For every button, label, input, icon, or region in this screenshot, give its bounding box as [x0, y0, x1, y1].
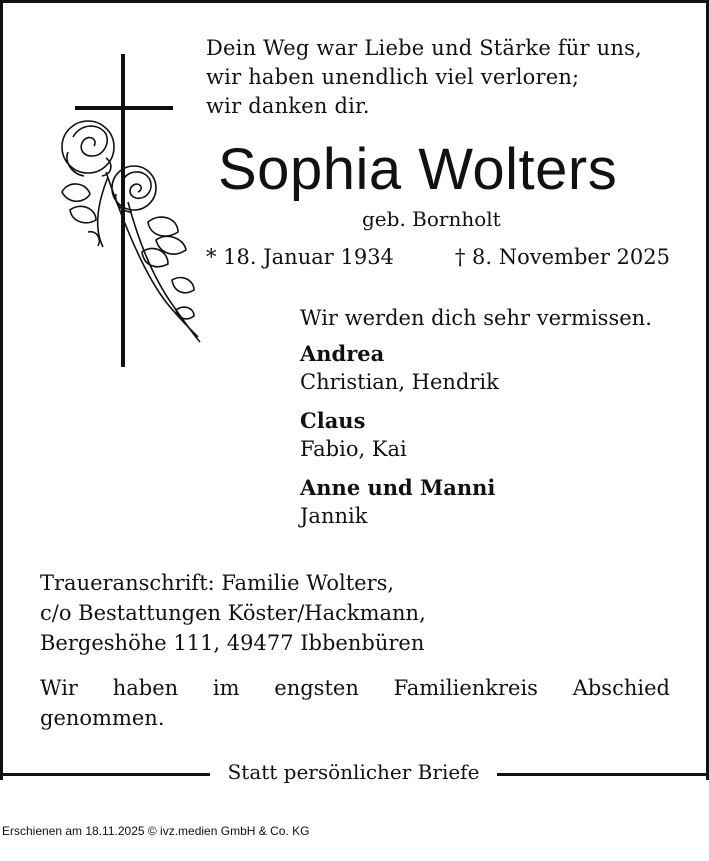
mourners	[300, 303, 652, 531]
life-dates	[206, 243, 670, 271]
address-line: c/o Bestattungen Köster/Hackmann,	[40, 601, 426, 625]
bottom-rule-left	[0, 773, 210, 776]
farewell-word: Familienkreis	[393, 676, 538, 700]
motto	[206, 34, 642, 121]
motto-line: Dein Weg war Liebe und Stärke für uns,	[206, 36, 642, 60]
mourner-group-name: Claus	[300, 408, 366, 433]
farewell-word: Wir	[40, 676, 78, 700]
farewell-text	[40, 673, 670, 733]
mourner-group-name: Andrea	[300, 341, 385, 366]
mourner-group	[300, 339, 652, 397]
farewell-line	[40, 673, 670, 703]
mourner-group-members: Christian, Hendrik	[300, 370, 499, 394]
address-line: Bergeshöhe 111, 49477 Ibbenbüren	[40, 631, 425, 655]
deceased-name: Sophia Wolters	[218, 137, 618, 202]
mourning-address	[40, 568, 426, 658]
address-line: Traueranschrift: Familie Wolters,	[40, 571, 395, 595]
farewell-word: haben	[112, 676, 179, 700]
death-date: † 8. November 2025	[454, 245, 670, 269]
motto-line: wir danken dir.	[206, 94, 370, 118]
motto-line: wir haben unendlich viel verloren;	[206, 65, 580, 89]
farewell-line: genommen.	[40, 706, 165, 730]
mourner-group	[300, 406, 652, 464]
farewell-word: engsten	[274, 676, 359, 700]
publication-footer: Erschienen am 18.11.2025 © ivz.medien GmbH & Co. KG	[2, 824, 310, 838]
mourner-group-name: Anne und Manni	[300, 475, 496, 500]
mourners-lead: Wir werden dich sehr vermissen.	[300, 306, 652, 330]
farewell-word: im	[212, 676, 240, 700]
closing-note: Statt persönlicher Briefe	[227, 760, 480, 784]
birth-date: * 18. Januar 1934	[206, 245, 394, 269]
mourner-group-members: Jannik	[300, 504, 368, 528]
bottom-rule-right	[497, 773, 709, 776]
farewell-word: Abschied	[572, 676, 670, 700]
mourner-group	[300, 473, 652, 531]
mourner-group-members: Fabio, Kai	[300, 437, 407, 461]
cross-with-roses-icon	[48, 52, 208, 372]
maiden-name: geb. Bornholt	[362, 207, 501, 231]
